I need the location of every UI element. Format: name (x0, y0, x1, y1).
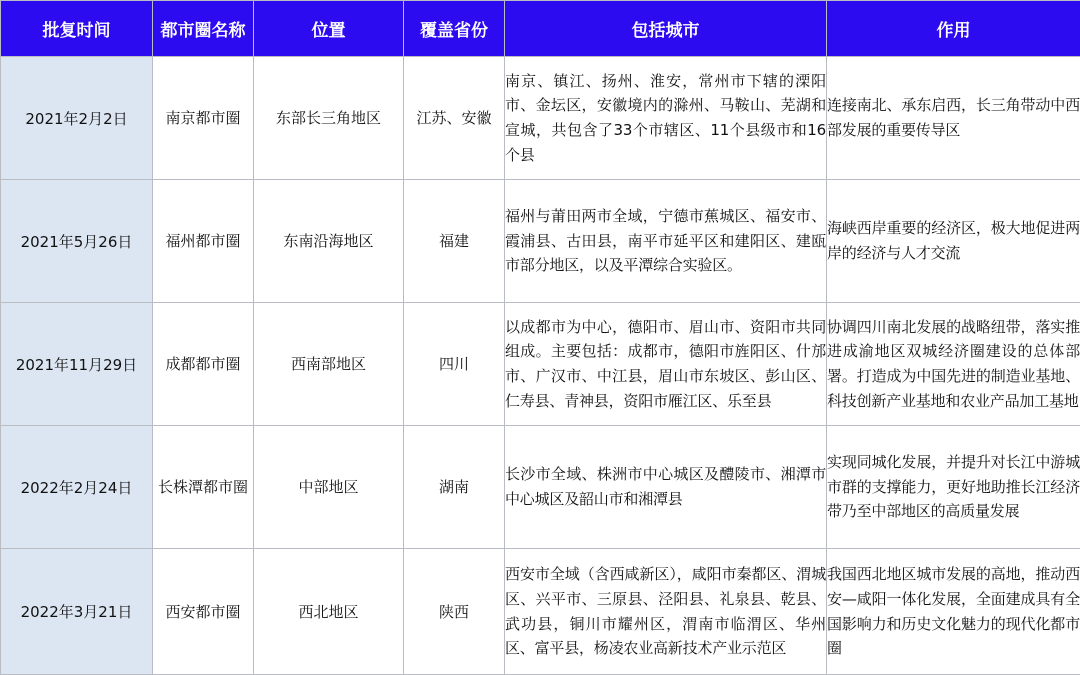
table-row (1, 180, 1080, 303)
header-metro-name: 都市圈名称 (153, 1, 254, 57)
location-cell: 西北地区 (254, 549, 404, 675)
header-provinces: 覆盖省份 (404, 1, 505, 57)
header-cities: 包括城市 (505, 1, 827, 57)
metro-name-cell: 长株潭都市圈 (153, 426, 254, 549)
header-approval-time: 批复时间 (1, 1, 153, 57)
provinces-cell: 福建 (404, 180, 505, 303)
role-cell: 海峡西岸重要的经济区，极大地促进两岸的经济与人才交流 (827, 180, 1080, 303)
table-row (1, 57, 1080, 180)
location-cell: 西南部地区 (254, 303, 404, 426)
approval-time-cell: 2021年5月26日 (1, 180, 153, 303)
provinces-cell: 四川 (404, 303, 505, 426)
provinces-cell: 陕西 (404, 549, 505, 675)
role-cell: 协调四川南北发展的战略纽带，落实推进成渝地区双城经济圈建设的总体部署。打造成为中国先进的制造业基地、科技创新产业基地和农业产品加工基地 (827, 303, 1080, 426)
header-role: 作用 (827, 1, 1080, 57)
metro-name-cell: 成都都市圈 (153, 303, 254, 426)
cities-cell: 长沙市全域、株洲市中心城区及醴陵市、湘潭市中心城区及韶山市和湘潭县 (505, 426, 827, 549)
approval-time-cell: 2022年3月21日 (1, 549, 153, 675)
table-row (1, 426, 1080, 549)
location-cell: 中部地区 (254, 426, 404, 549)
header-location: 位置 (254, 1, 404, 57)
role-cell: 实现同城化发展，并提升对长江中游城市群的支撑能力，更好地助推长江经济带乃至中部地区的高质量发展 (827, 426, 1080, 549)
metro-name-cell: 福州都市圈 (153, 180, 254, 303)
location-cell: 东南沿海地区 (254, 180, 404, 303)
cities-cell: 以成都市为中心，德阳市、眉山市、资阳市共同组成。主要包括：成都市，德阳市旌阳区、什邡市、广汉市、中江县，眉山市东坡区、彭山区、仁寿县、青神县，资阳市雁江区、乐至县 (505, 303, 827, 426)
role-cell: 连接南北、承东启西，长三角带动中西部发展的重要传导区 (827, 57, 1080, 180)
provinces-cell: 湖南 (404, 426, 505, 549)
cities-cell: 南京、镇江、扬州、淮安，常州市下辖的溧阳市、金坛区，安徽境内的滁州、马鞍山、芜湖和宣城，共包含了33个市辖区、11个县级市和16个县 (505, 57, 827, 180)
table-row (1, 549, 1080, 675)
table-row (1, 303, 1080, 426)
provinces-cell: 江苏、安徽 (404, 57, 505, 180)
approval-time-cell: 2022年2月24日 (1, 426, 153, 549)
cities-cell: 西安市全域（含西咸新区），咸阳市秦都区、渭城区、兴平市、三原县、泾阳县、礼泉县、乾县、武功县，铜川市耀州区，渭南市临渭区、华州区、富平县，杨凌农业高新技术产业示范区 (505, 549, 827, 675)
header-row (1, 1, 1080, 57)
role-cell: 我国西北地区城市发展的高地，推动西安—咸阳一体化发展，全面建成具有全国影响力和历史文化魅力的现代化都市圈 (827, 549, 1080, 675)
location-cell: 东部长三角地区 (254, 57, 404, 180)
approval-time-cell: 2021年2月2日 (1, 57, 153, 180)
cities-cell: 福州与莆田两市全域，宁德市蕉城区、福安市、霞浦县、古田县，南平市延平区和建阳区、建瓯市部分地区，以及平潭综合实验区。 (505, 180, 827, 303)
metro-name-cell: 南京都市圈 (153, 57, 254, 180)
metro-name-cell: 西安都市圈 (153, 549, 254, 675)
approval-time-cell: 2021年11月29日 (1, 303, 153, 426)
